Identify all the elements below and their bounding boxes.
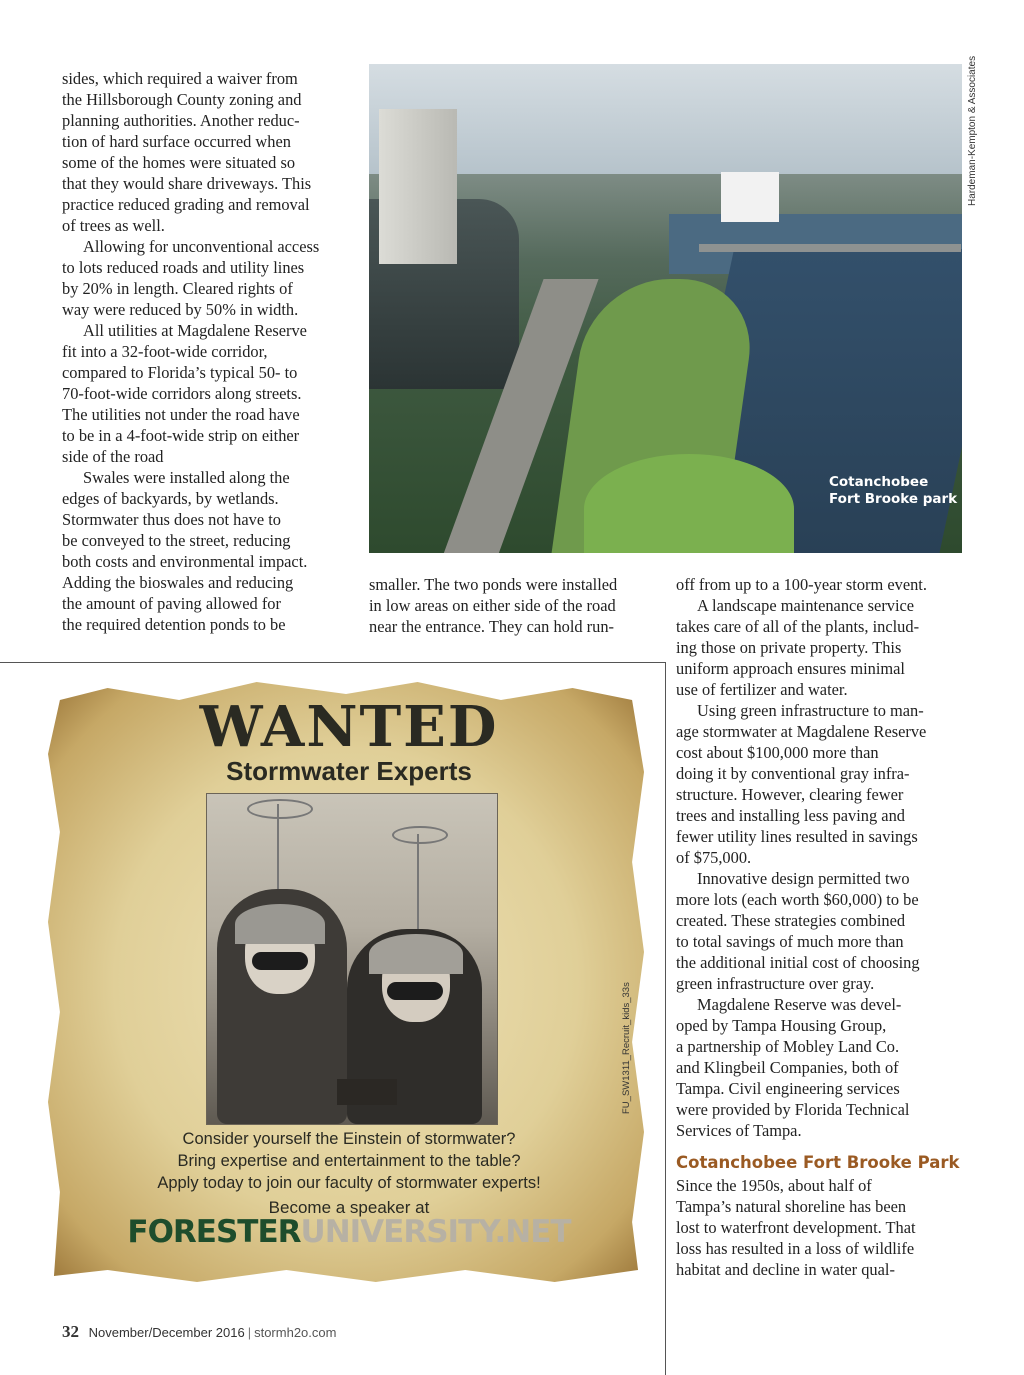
paragraph: All utilities at Magdalene Reserve fit into a 32-foot-wide corridor, compared to Florida’s typical 50- to 70-foot-wide corridors along streets. The utilities not under the road have to be in a 4-foot-wide strip on either side of the road [62, 321, 307, 466]
paragraph: Magdalene Reserve was devel- oped by Tampa Housing Group, a partnership of Mobley Land Co. and Klingbeil Companies, both of Tampa. Civil engineering services were provided by Florida Technical Services of Tampa. [676, 995, 910, 1140]
photo-cruise-ship [721, 172, 779, 222]
paragraph: Swales were installed along the edges of backyards, by wetlands. Stormwater thus does not have to be conveyed to the street, reducing both costs and environmental impact. Adding the bioswales and reducing the amount of paving allowed for the required detention ponds to be [62, 468, 308, 634]
goggles-icon [252, 952, 308, 970]
gadget-box-icon [337, 1079, 397, 1105]
ad-photo-kids [206, 793, 498, 1125]
ad-code: FU_SW1311_Recruit_kids_33s [621, 982, 632, 1114]
paragraph: off from up to a 100-year storm event. [676, 575, 927, 594]
photo-tower [379, 109, 457, 264]
ad-copy-line: Apply today to join our faculty of stormwater experts! [157, 1174, 541, 1192]
ad-headline: WANTED [199, 694, 499, 760]
site-link[interactable]: stormh2o.com [254, 1325, 337, 1340]
photo-caption: Cotanchobee Fort Brooke park [829, 474, 958, 507]
colander-helmet-icon [235, 904, 325, 944]
paragraph: sides, which required a waiver from the Hillsborough County zoning and planning authorities. Another reduc- tion of hard surface occurred when some of the homes were situated so that they would share driveways. This practice reduced grading and removal of trees as well. [62, 69, 312, 235]
ad-copy-line: Consider yourself the Einstein of stormwater? [182, 1130, 516, 1148]
antenna-icon [417, 834, 419, 934]
issue-date: November/December 2016 [88, 1325, 245, 1340]
article-column-3 [676, 574, 968, 1280]
photo-bridge [699, 244, 961, 252]
antenna-ring-icon [247, 799, 313, 819]
paragraph: Allowing for unconventional access to lots reduced roads and utility lines by 20% in length. Cleared rights of way were reduced by 50% in width. [62, 237, 320, 319]
ad-url-part2: UNIVERSITY.NET [300, 1214, 571, 1250]
page-number: 32 [62, 1322, 79, 1341]
photo-sky [369, 64, 962, 174]
colander-helmet-icon [369, 934, 463, 974]
ad-copy-line: Bring expertise and entertainment to the table? [177, 1152, 521, 1170]
ad-subhead: Stormwater Experts [226, 756, 472, 786]
ad-url-link[interactable] [38, 1214, 660, 1250]
section-heading: Cotanchobee Fort Brooke Park [676, 1153, 960, 1172]
paragraph: Using green infrastructure to man- age stormwater at Magdalene Reserve cost about $100,000 more than doing it by conventional gray infra- structure. However, clearing fewer trees and installing less paving and fewer utility lines resulted in savings of $75,000. [676, 701, 927, 867]
paragraph: A landscape maintenance service takes care of all of the plants, includ- ing those on private property. This uniform approach ensures minimal use of fertilizer and water. [676, 596, 920, 699]
goggles-icon [387, 982, 443, 1000]
ad-copy [38, 1128, 660, 1194]
article-column-2 [369, 574, 659, 637]
article-column-1 [62, 68, 352, 635]
ad-border-top [0, 662, 666, 663]
paragraph: Innovative design permitted two more lots (each worth $60,000) to be created. These strategies combined to total savings of much more than the additional initial cost of choosing green infrastructure over gray. [676, 869, 920, 993]
antenna-ring-icon [392, 826, 448, 844]
advertisement[interactable] [38, 676, 650, 1288]
ad-border-right [665, 662, 666, 1375]
ad-become-speaker: Become a speaker at [268, 1198, 430, 1217]
footer-separator: | [247, 1325, 252, 1340]
ad-url-part1: FORESTER [127, 1214, 301, 1250]
paragraph: Since the 1950s, about half of Tampa’s natural shoreline has been lost to waterfront development. That loss has resulted in a loss of wildlife habitat and decline in water qual- [676, 1176, 916, 1279]
photo-credit: Hardeman-Kempton & Associates [967, 55, 978, 206]
paragraph: smaller. The two ponds were installed in low areas on either side of the road near the entrance. They can hold run- [369, 575, 618, 636]
page-footer [62, 1322, 336, 1342]
photo-lawn [584, 454, 794, 553]
aerial-photo-park [369, 64, 962, 553]
